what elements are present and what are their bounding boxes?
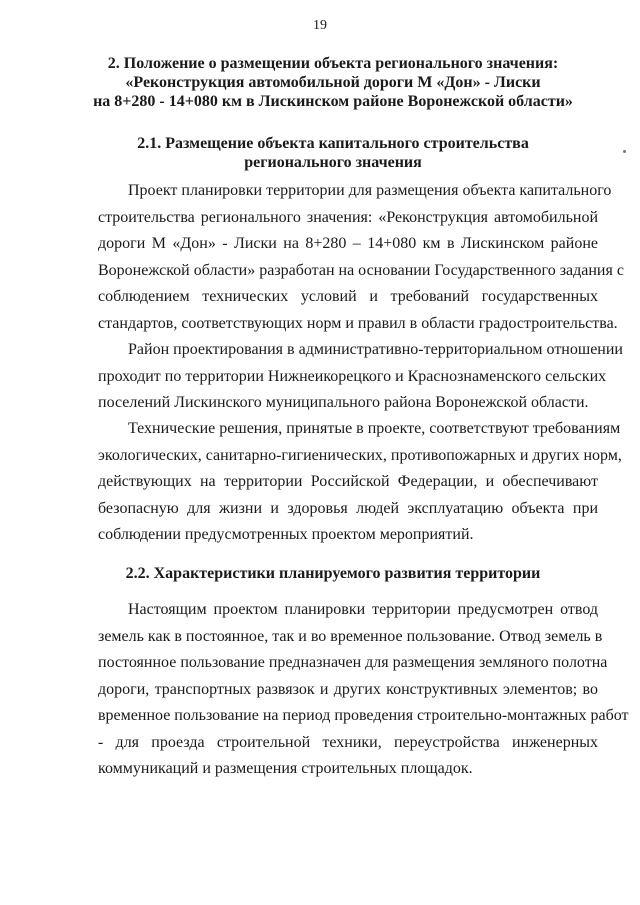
paragraph-line: действующих на территории Российской Федерации, и обеспечивают (98, 473, 598, 490)
page-number: 19 (313, 18, 327, 33)
paragraph-line: дороги М «Дон» - Лиски на 8+280 – 14+080 км в Лискинском районе (98, 235, 598, 252)
paragraph-line: земель как в постоянное, так и во временное пользование. Отвод земель в (98, 627, 603, 645)
title-line: «Реконструкция автомобильной дороги М «Дон» - Лиски (125, 74, 541, 91)
paragraph-line: постоянное пользование предназначен для размещения земляного полотна (98, 654, 608, 671)
paragraph-line: безопасную для жизни и здоровья людей эксплуатацию объекта при (98, 499, 598, 517)
paragraph-line: Проект планировки территории для размещения объекта капитального (128, 182, 612, 199)
paragraph-line: дороги, транспортных развязок и других конструктивных элементов; во (98, 680, 598, 698)
paragraph-line: Настоящим проектом планировки территории предусмотрен отвод (128, 601, 598, 618)
scan-speck (623, 150, 626, 153)
heading-line: 2.1. Размещение объекта капитального строительства (137, 135, 529, 152)
paragraph-line: соблюдении предусмотренных проектом мероприятий. (98, 526, 474, 543)
document-title (78, 54, 588, 111)
paragraph (98, 337, 623, 417)
title-line: на 8+280 - 14+080 км в Лискинском районе Воронежской области» (93, 93, 573, 110)
paragraph-line: стандартов, соответствующих норм и правил в области градостроительства. (98, 314, 618, 332)
paragraph-line: экологических, санитарно-гигиенических, противопожарных и других норм, (98, 446, 622, 464)
paragraph-line: Технические решения, принятые в проекте, соответствуют требованиям (128, 420, 621, 437)
paragraph (98, 178, 624, 337)
paragraph-line: Район проектирования в административно-территориальном отношении (128, 341, 623, 358)
paragraph-line: коммуникаций и размещения строительных площадок. (98, 760, 473, 777)
paragraph-line: временное пользование на период проведения строительно-монтажных работ (98, 707, 629, 724)
paragraph-line: - для проезда строительной техники, переустройства инженерных (98, 733, 598, 751)
paragraph (98, 416, 622, 549)
paragraph-line: строительства регионального значения: «Реконструкция автомобильной (98, 208, 598, 226)
paragraph-line: поселений Лискинского муниципального района Воронежской области. (98, 394, 589, 411)
title-line: 2. Положение о размещении объекта регионального значения: (107, 55, 559, 72)
section-2-2-heading (78, 564, 588, 583)
paragraph-line: проходит по территории Нижнеикорецкого и Краснознаменского сельских (98, 367, 607, 385)
heading-line: регионального значения (244, 154, 422, 171)
paragraph-line: соблюдением технических условий и требований государственных (98, 288, 598, 305)
heading-line: 2.2. Характеристики планируемого развития территории (125, 565, 541, 582)
paragraph (98, 597, 629, 783)
section-2-1-heading (78, 134, 588, 172)
paragraph-line: Воронежской области» разработан на основании Государственного задания с (98, 261, 624, 279)
